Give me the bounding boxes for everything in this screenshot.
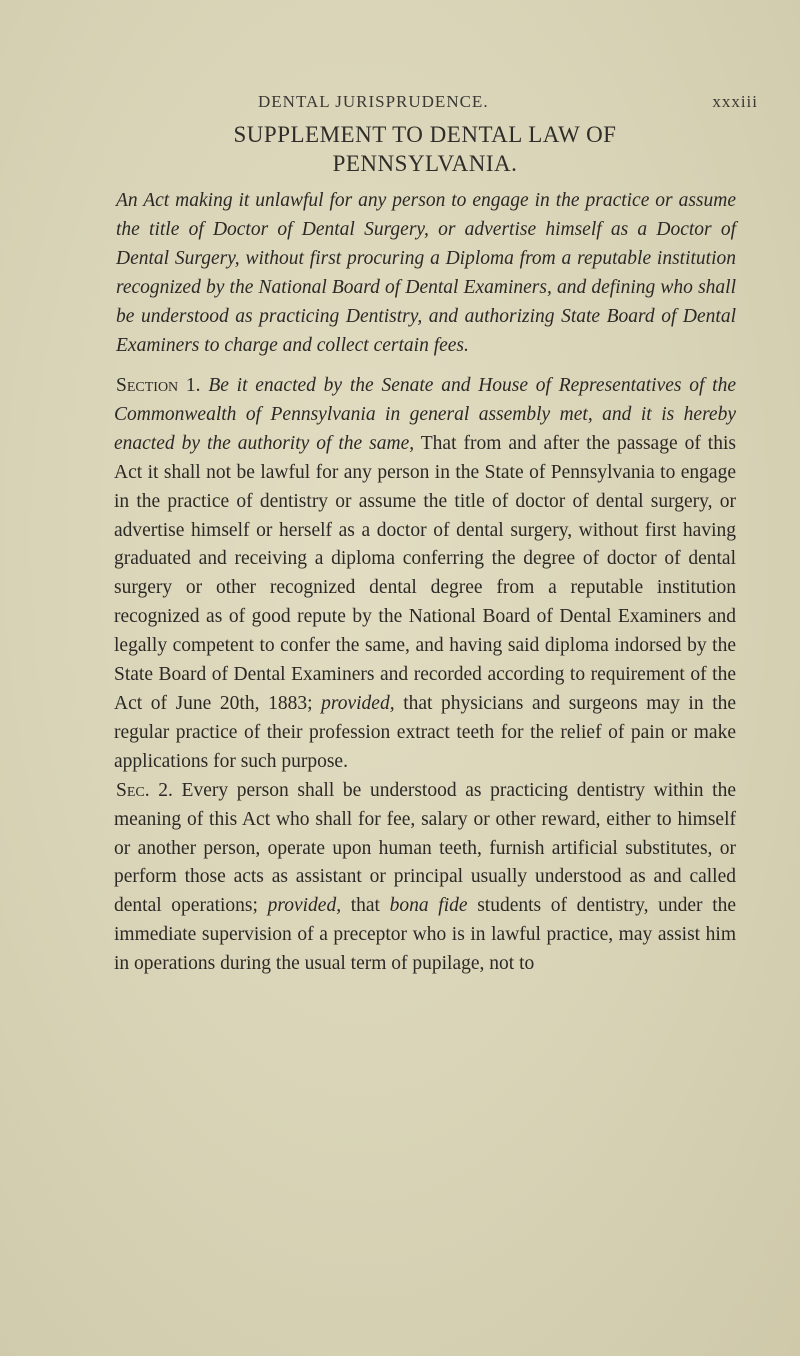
page-body	[114, 120, 736, 979]
act-title: An Act making it unlawful for any person to engage in the practice or assume the title of Doctor of Dental Surgery, or advertise himself as a Doctor of Dental Surgery, without first procuring a Diploma from a reputable institution recognized by the National Board of Dental Examiners, and defining who shall be understood as practicing Dentistry, and authorizing State Board of Dental Examiners to charge and collect certain fees.	[116, 190, 736, 356]
section-1-label: Section 1.	[116, 375, 201, 396]
heading-line-1: SUPPLEMENT TO DENTAL LAW OF	[233, 122, 617, 147]
bona-fide-term: bona fide	[389, 895, 468, 917]
section-2-label: Sec. 2.	[116, 779, 173, 801]
section-2-text-continued: that	[350, 895, 380, 917]
section-1-proviso: provided,	[321, 692, 395, 714]
section-1-text-continued: that physicians and surgeons may in the regular practice of their profession extract teeth for the relief of pain or make applications for such purpose.	[114, 692, 737, 772]
running-head-title: DENTAL JURISPRUDENCE.	[258, 92, 489, 111]
section-1-text: That from and after the passage of this Act it shall not be lawful for any person in the State of Pennsylvania to engage in the practice of dentistry or assume the title of doctor of dental surgery, or advertise himself or herself as a doctor of dental surgery, without first having graduated and receiving a diploma conferring the degree of doctor of dental surgery or other recognized dental degree from a reputable institution recognized as of good repute by the National Board of Dental Examiners and legally competent to confer the same, and having said diploma indorsed by the State Board of Dental Examiners and recorded according to requirement of the Act of June 20th, 1883;	[114, 432, 736, 714]
page-number: xxxiii	[712, 92, 758, 111]
section-2-text: Every person shall be understood as practicing dentistry within the meaning of this Act who shall for fee, salary or other reward, either to himself or another person, operate upon human teeth, furnish artificial substitutes, or perform those acts as assistant or principal usually understood as and called dental operations;	[114, 779, 736, 917]
section-2-proviso: provided,	[267, 895, 342, 917]
heading-line-2: PENNSYLVANIA.	[332, 151, 518, 176]
page-heading	[114, 120, 736, 178]
section-1-paragraph	[114, 372, 736, 777]
section-2-paragraph	[114, 777, 736, 979]
enacting-clause: Be it enacted by the Senate and House of Representatives of the Commonwealth of Pennsylvania in general assembly met, and it is hereby enacted by the authority of the same,	[114, 375, 736, 454]
section-2-text-end: students of dentistry, under the immediate supervision of a preceptor who is in lawful practice, may assist him in operations during the usual term of pupilage, not to	[114, 895, 737, 975]
